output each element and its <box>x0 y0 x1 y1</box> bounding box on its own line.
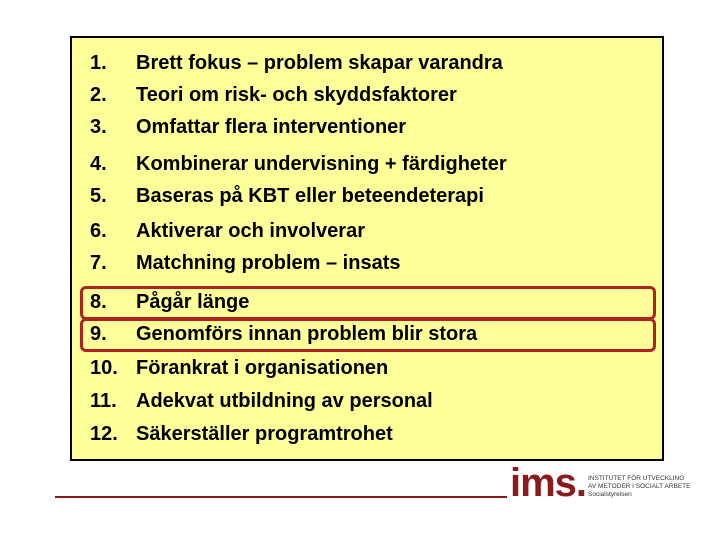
item-number: 5. <box>90 185 107 207</box>
item-text: Teori om risk- och skyddsfaktorer <box>136 84 457 106</box>
institute-name <box>588 475 690 499</box>
item-number: 7. <box>90 252 107 274</box>
item-text: Adekvat utbildning av personal <box>136 390 433 412</box>
item-number: 4. <box>90 153 107 175</box>
list-item <box>90 386 433 416</box>
list-item <box>90 287 249 317</box>
institute-line-3: Socialstyrelsen <box>588 491 632 498</box>
list-item <box>90 80 457 110</box>
list-item <box>90 149 507 179</box>
list-item <box>90 216 365 246</box>
item-number: 1. <box>90 52 107 74</box>
footer-divider <box>55 496 507 498</box>
item-number: 3. <box>90 116 107 138</box>
item-text: Matchning problem – insats <box>136 252 401 274</box>
list-item <box>90 112 406 142</box>
item-text: Säkerställer programtrohet <box>136 423 393 445</box>
ims-logo: ims. <box>510 461 587 505</box>
item-number: 9. <box>90 323 107 345</box>
list-item <box>90 248 400 278</box>
item-text: Kombinerar undervisning + färdigheter <box>136 153 507 175</box>
institute-line-2: AV METODER I SOCIALT ARBETE <box>588 483 691 490</box>
item-text: Förankrat i organisationen <box>136 357 389 379</box>
item-number: 12. <box>90 423 118 445</box>
item-number: 2. <box>90 84 107 106</box>
list-item <box>90 181 484 211</box>
item-text: Brett fokus – problem skapar varandra <box>136 52 503 74</box>
list-item <box>90 48 503 78</box>
item-number: 10. <box>90 357 118 379</box>
item-text: Pågår länge <box>136 291 250 313</box>
item-text: Baseras på KBT eller beteendeterapi <box>136 185 484 207</box>
item-text: Omfattar flera interventioner <box>136 116 407 138</box>
item-number: 6. <box>90 220 107 242</box>
item-text: Aktiverar och involverar <box>136 220 365 242</box>
item-text: Genomförs innan problem blir stora <box>136 323 478 345</box>
list-item <box>90 319 477 349</box>
item-number: 11. <box>90 390 117 412</box>
list-item <box>90 419 393 449</box>
list-item <box>90 353 388 383</box>
item-number: 8. <box>90 291 107 313</box>
institute-line-1: INSTITUTET FÖR UTVECKLING <box>588 475 685 482</box>
